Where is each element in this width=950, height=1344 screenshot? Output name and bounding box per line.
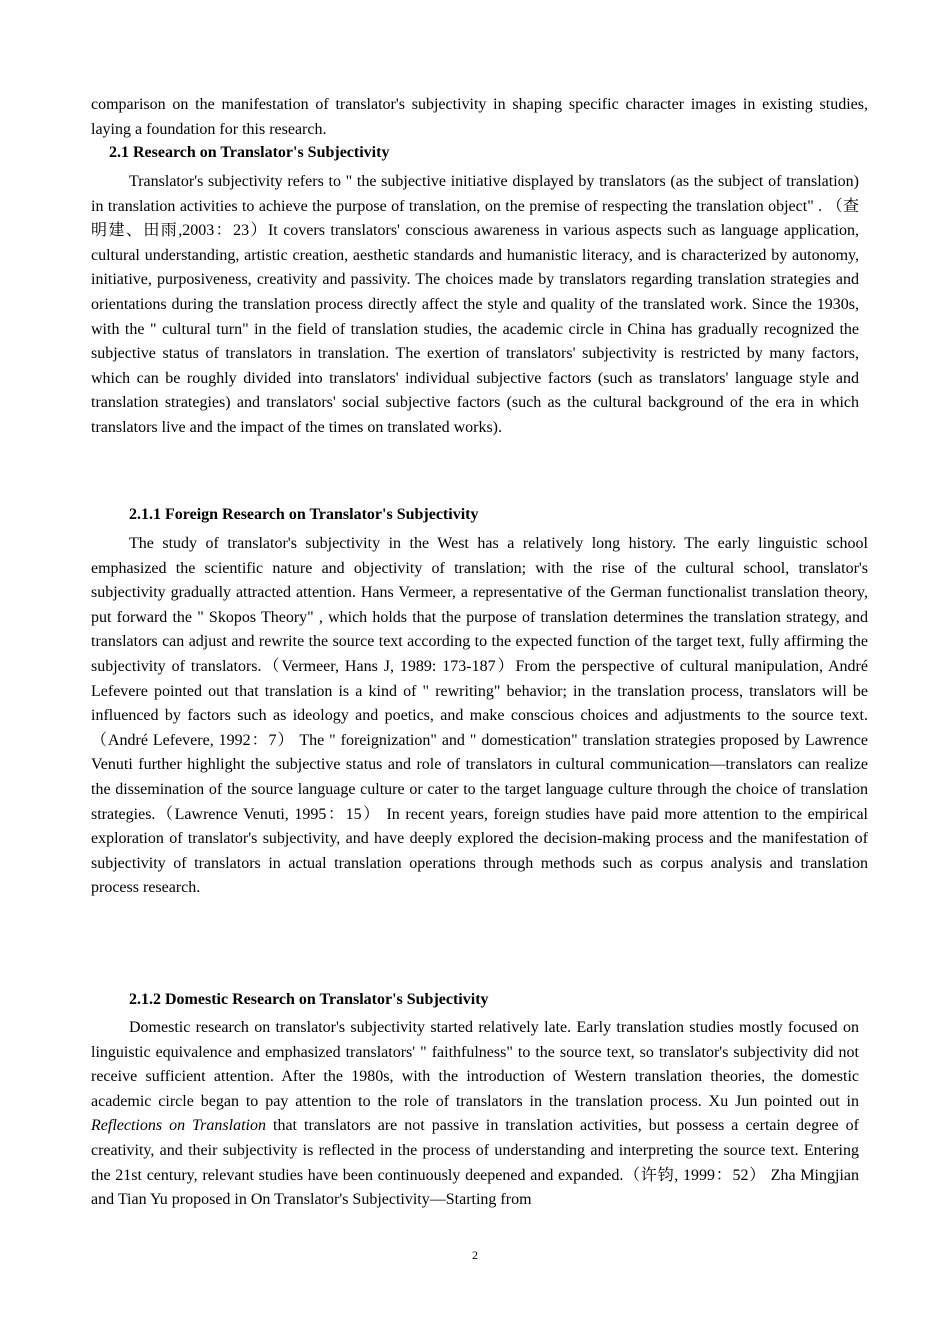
book-title: Reflections on Translation	[91, 1117, 266, 1135]
section-heading-2-1: 2.1 Research on Translator's Subjectivity	[109, 144, 390, 161]
section-2-1-2-paragraph	[91, 1016, 859, 1213]
page-number: 2	[472, 1248, 478, 1262]
paragraph-text-after-title: that translators are not passive in translation activities, but possess a certain degree of creativity, and their subjectivity is reflected in the process of understanding and interpreting the source text. Entering the 21st century, relevant studies have been continuously deepened and expanded.（许钧, 1999：52） Zha Mingjian and Tian Yu proposed in On Translator's Subjectivity—Starting from	[91, 1117, 860, 1209]
section-2-1-1-paragraph: The study of translator's subjectivity in the West has a relatively long history. The early linguistic school emphasized the scientific nature and objectivity of translation; with the rise of the cultural school, translator's subjectivity gradually attracted attention. Hans Vermeer, a representative of the German functionalist translation theory, put forward the " Skopos Theory" , which holds that the purpose of translation determines the translation strategy, and translators can adjust and rewrite the source text according to the expected function of the target text, fully affirming the subjectivity of translators.（Vermeer, Hans J, 1989: 173-187）From the perspective of cultural manipulation, André Lefevere pointed out that translation is a kind of " rewriting" behavior; in the translation process, translators will be influenced by factors such as ideology and poetics, and make conscious choices and adjustments to the source text.（André Lefevere, 1992：7） The " foreignization" and " domestication" translation strategies proposed by Lawrence Venuti further highlight the subjective status and role of translators in cultural communication—translators can realize the dissemination of the source language culture or cater to the target language culture through the choice of translation strategies.（Lawrence Venuti, 1995：15） In recent years, foreign studies have paid more attention to the empirical exploration of translator's subjectivity, and have deeply explored the decision-making process and the manifestation of subjectivity of translators in actual translation operations through methods such as corpus analysis and translation process research.	[91, 535, 868, 897]
section-heading-2-1-1: 2.1.1 Foreign Research on Translator's Subjectivity	[129, 506, 479, 523]
section-heading-2-1-2: 2.1.2 Domestic Research on Translator's Subjectivity	[129, 991, 489, 1008]
section-2-1-paragraph: Translator's subjectivity refers to " the subjective initiative displayed by translators (as the subject of translation) in translation activities to achieve the purpose of translation, on the premise of respecting the translation object" . （查明建、田雨,2003：23）It covers translators' conscious awareness in various aspects such as language application, cultural understanding, artistic creation, aesthetic standards and humanistic literacy, and is characterized by autonomy, initiative, purposiveness, creativity and passivity. The choices made by translators regarding translation strategies and orientations during the translation process directly affect the style and quality of the translated work. Since the 1930s, with the " cultural turn" in the field of translation studies, the academic circle in China has gradually recognized the subjective status of translators in translation. The exertion of translators' subjectivity is restricted by many factors, which can be roughly divided into translators' individual subjective factors (such as translators' language style and translation strategies) and translators' social subjective factors (such as the cultural background of the era in which translators live and the impact of the times on translated works).	[91, 173, 859, 436]
intro-paragraph: comparison on the manifestation of translator's subjectivity in shaping specific character images in existing studies, laying a foundation for this research.	[91, 96, 868, 138]
paragraph-text-before-title: Domestic research on translator's subjectivity started relatively late. Early translation studies mostly focused on linguistic equivalence and emphasized translators' " faithfulness" to the source text, so translator's subjectivity did not receive sufficient attention. After the 1980s, with the introduction of Western translation theories, the domestic academic circle began to pay attention to the role of translators in the translation process. Xu Jun pointed out in	[91, 1019, 859, 1110]
